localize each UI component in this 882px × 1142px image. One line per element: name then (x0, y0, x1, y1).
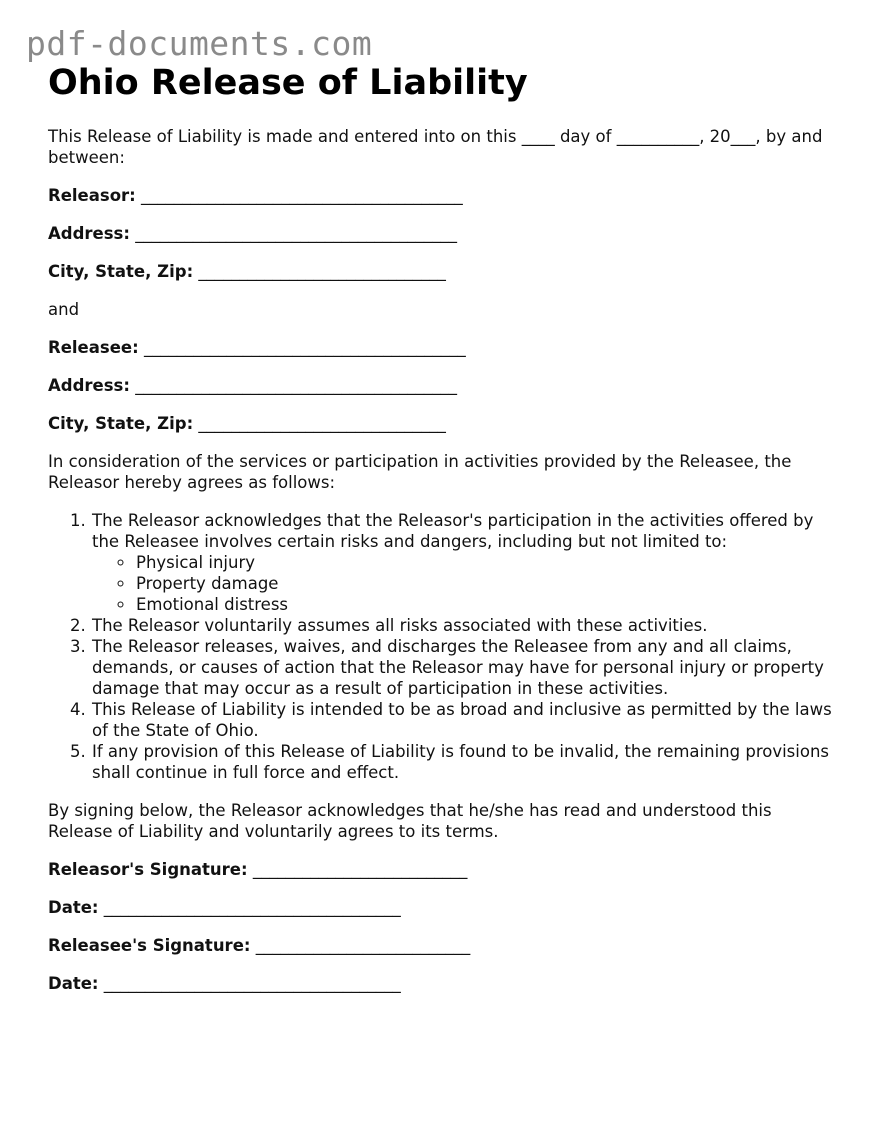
releasor-address-label: Address: (48, 224, 130, 243)
releasor-date-blank[interactable]: ____________________________________ (103, 898, 401, 917)
term-item: 5. If any provision of this Release of Liability is found to be invalid, the remaining provisions shall continue in full force and effect. (91, 741, 838, 783)
releasor-name-blank[interactable]: _______________________________________ (141, 186, 463, 205)
risk-item: ◦ Physical injury (135, 552, 838, 573)
consideration-paragraph: In consideration of the services or participation in activities provided by the Releasee, the Releasor hereby agrees as follows: (48, 452, 792, 492)
releasee-signature-label: Releasee's Signature: (48, 936, 251, 955)
and-text: and (48, 300, 80, 319)
releasee-date-field (48, 973, 838, 994)
releasee-name-blank[interactable]: _______________________________________ (143, 338, 466, 357)
document-title: Ohio Release of Liability (48, 63, 528, 103)
document-page (48, 62, 838, 994)
closing-paragraph: By signing below, the Releasor acknowledges that he/she has read and understood this Release of Liability and voluntarily agrees to its terms. (48, 801, 772, 841)
releasor-city-label: City, State, Zip: (48, 262, 194, 281)
releasee-city-field (48, 413, 838, 434)
releasor-signature-field (48, 859, 838, 880)
releasor-name-label: Releasor: (48, 186, 136, 205)
releasee-city-label: City, State, Zip: (48, 414, 194, 433)
terms-list (48, 510, 838, 783)
releasee-address-blank[interactable]: _______________________________________ (135, 376, 457, 395)
intro-paragraph: This Release of Liability is made and entered into on this ____ day of __________, 20___, by and between: (48, 127, 823, 167)
releasor-city-field (48, 261, 838, 282)
term-item (91, 510, 838, 615)
risk-item: ◦ Emotional distress (135, 594, 838, 615)
releasor-address-blank[interactable]: _______________________________________ (135, 224, 457, 243)
releasor-date-label: Date: (48, 898, 99, 917)
term-item: 2. The Releasor voluntarily assumes all risks associated with these activities. (91, 615, 838, 636)
releasee-date-label: Date: (48, 974, 99, 993)
watermark-logo: pdf-documents.com (26, 24, 373, 63)
term-text: The Releasor acknowledges that the Releasor's participation in the activities offered by the Releasee involves certain risks and dangers, including but not limited to: (92, 511, 814, 551)
risks-sublist (92, 552, 838, 615)
releasee-date-blank[interactable]: ____________________________________ (103, 974, 401, 993)
releasor-signature-label: Releasor's Signature: (48, 860, 248, 879)
releasor-name-field (48, 185, 838, 206)
releasee-name-field (48, 337, 838, 358)
releasee-address-label: Address: (48, 376, 130, 395)
releasee-address-field (48, 375, 838, 396)
releasor-city-blank[interactable]: ______________________________ (198, 262, 446, 281)
risk-item: ◦ Property damage (135, 573, 838, 594)
term-item: 3. The Releasor releases, waives, and discharges the Releasee from any and all claims, demands, or causes of action that the Releasor may have for personal injury or property damage that may occur as a result of participation in these activities. (91, 636, 838, 699)
releasee-name-label: Releasee: (48, 338, 139, 357)
releasee-signature-field (48, 935, 838, 956)
releasor-address-field (48, 223, 838, 244)
releasor-date-field (48, 897, 838, 918)
releasee-signature-blank[interactable]: __________________________ (255, 936, 471, 955)
releasor-signature-blank[interactable]: __________________________ (252, 860, 468, 879)
releasee-city-blank[interactable]: ______________________________ (198, 414, 446, 433)
term-item: 4. This Release of Liability is intended to be as broad and inclusive as permitted by the laws of the State of Ohio. (91, 699, 838, 741)
